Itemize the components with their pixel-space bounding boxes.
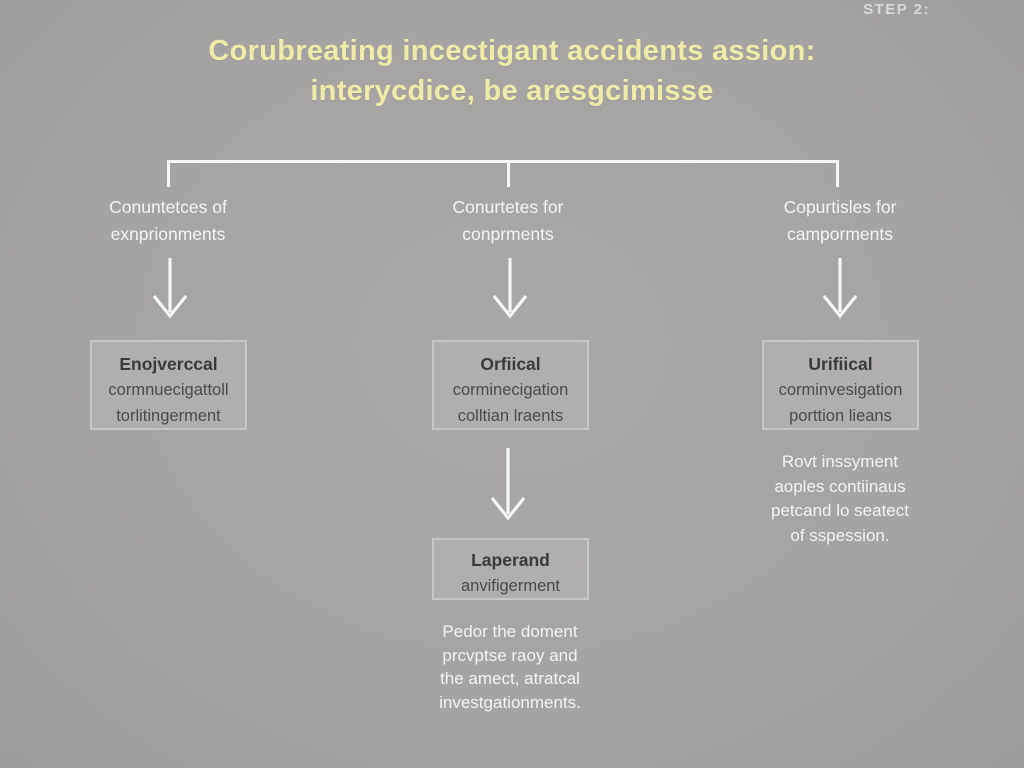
box-left — [90, 340, 247, 430]
header-line: Copurtisles for — [783, 197, 897, 217]
box-center — [432, 340, 589, 430]
connector-tick-right — [836, 160, 839, 187]
box-line: porttion lieans — [789, 407, 892, 425]
box-title: Orfiical — [480, 354, 541, 374]
box-line: cormnuecigattoll — [108, 381, 229, 399]
down-arrow-icon — [150, 256, 190, 320]
box-line: corminecigation — [452, 381, 569, 399]
box-line: torlitingerment — [116, 407, 221, 425]
box-line: anvifigerment — [460, 577, 561, 595]
box-title: Enojverccal — [119, 354, 218, 374]
note-line: the amect, atratcal — [440, 669, 580, 688]
title-line-2: interycdice, be aresgcimisse — [310, 75, 714, 107]
note-line: investgationments. — [439, 692, 581, 712]
down-arrow-icon — [820, 256, 860, 320]
header-line: conprments — [462, 224, 554, 244]
box-line: corminvesigation — [778, 381, 903, 399]
note-bottom — [400, 620, 620, 714]
box-title: Urifiical — [808, 354, 873, 374]
header-line: exnprionments — [110, 224, 226, 244]
step-label: STEP 2: — [863, 1, 930, 18]
connector-tick-left — [167, 160, 170, 187]
header-line: Conuntetces of — [109, 197, 227, 217]
note-line: aoples contiinaus — [774, 476, 906, 496]
note-line: petcand lo seatect — [771, 501, 909, 520]
column-header-left — [68, 194, 268, 248]
box-title: Laperand — [471, 550, 550, 570]
down-arrow-icon — [490, 256, 530, 320]
column-header-right — [740, 194, 940, 248]
box-right — [762, 340, 919, 430]
note-line: prcvptse raoy and — [442, 645, 578, 665]
diagram-title — [0, 31, 1024, 111]
header-line: Conurtetes for — [452, 197, 564, 217]
column-header-center — [408, 194, 608, 248]
connector-horizontal-line — [167, 160, 839, 163]
connector-tick-center — [507, 160, 510, 187]
down-arrow-icon — [488, 446, 528, 522]
note-line: Rovt inssyment — [781, 452, 899, 471]
note-right — [730, 450, 950, 548]
box-line: colltian lraents — [457, 407, 564, 425]
box-center-sub — [432, 538, 589, 600]
note-line: of sspession. — [790, 525, 890, 545]
title-line-1: Corubreating incectigant accidents assion: — [208, 35, 816, 67]
header-line: camporments — [786, 224, 893, 244]
note-line: Pedor the doment — [442, 622, 578, 641]
